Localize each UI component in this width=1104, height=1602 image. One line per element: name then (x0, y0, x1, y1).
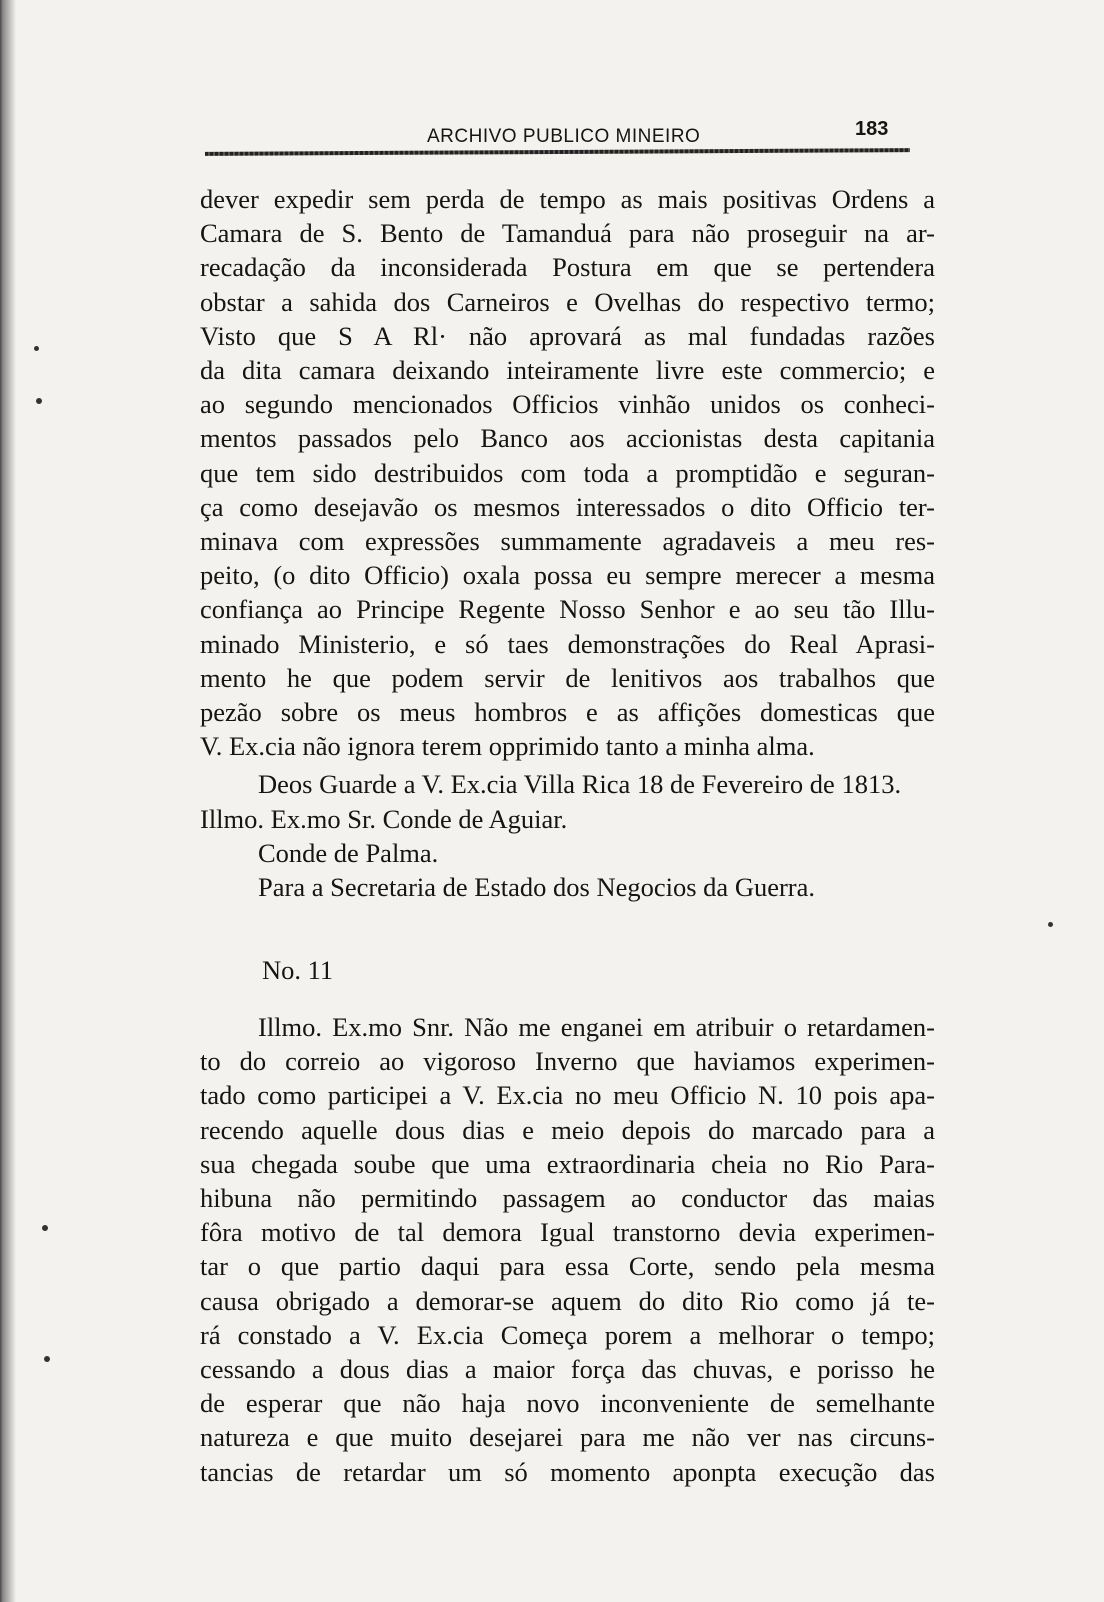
text-line: mentos passados pelo Banco aos accionistas desta capitania (200, 423, 935, 454)
text-line: Camara de S. Bento de Tamanduá para não proseguir na ar- (200, 218, 935, 249)
text-line: peito, (o dito Officio) oxala possa eu sempre merecer a mesma (200, 560, 935, 591)
text-line: minava com expressões summamente agradaveis a meu res- (200, 526, 935, 557)
speck-mark (42, 1225, 48, 1231)
text-line: Illmo. Ex.mo Snr. Não me enganei em atribuir o retardamen- (258, 1012, 935, 1042)
addressee-line: Illmo. Ex.mo Sr. Conde de Aguiar. (200, 803, 568, 834)
text-line: cessando a dous dias a maior força das chuvas, e porisso he (200, 1354, 935, 1385)
text-line: sua chegada soube que uma extraordinaria cheia no Rio Para- (200, 1148, 935, 1179)
signature-line: Conde de Palma. (258, 837, 439, 868)
text-line: que tem sido destribuidos com toda a promptidão e seguran- (200, 457, 935, 488)
speck-mark (36, 398, 42, 404)
header-rule (205, 148, 910, 156)
running-title: ARCHIVO PUBLICO MINEIRO (427, 126, 701, 147)
letter-body-2 (200, 1010, 935, 1489)
text-line: confiança ao Principe Regente Nosso Senhor e ao seu tão Illu- (200, 594, 935, 625)
text-line: pezão sobre os meus hombros e as affições domesticas que (200, 697, 935, 728)
text-line: recadação da inconsiderada Postura em que se pertendera (200, 252, 935, 283)
text-line: minado Ministerio, e só taes demonstrações do Real Aprasi- (200, 628, 935, 659)
binding-edge (0, 0, 16, 1602)
text-line: da dita camara deixando inteiramente livre este commercio; e (200, 355, 935, 386)
section-number: No. 11 (262, 955, 334, 985)
text-line: causa obrigado a demorar-se aquem do dito Rio como já te- (200, 1285, 935, 1316)
letter-body-1 (200, 182, 935, 904)
text-line: recendo aquelle dous dias e meio depois do marcado para a (200, 1114, 935, 1145)
text-line: tancias de retardar um só momento aponpta execução das (200, 1456, 935, 1487)
text-line: de esperar que não haja novo inconveniente de semelhante (200, 1388, 935, 1419)
text-line: to do correio ao vigoroso Inverno que haviamos experimen- (200, 1046, 935, 1077)
page-header (205, 118, 915, 158)
text-line: natureza e que muito desejarei para me não ver nas circuns- (200, 1422, 935, 1453)
text-line: V. Ex.cia não ignora terem opprimido tanto a minha alma. (200, 731, 815, 762)
speck-mark (1048, 922, 1053, 927)
paragraph (200, 1010, 935, 1489)
text-line: ao segundo mencionados Officios vinhão unidos os conheci- (200, 389, 935, 420)
closing-date-line: Deos Guarde a V. Ex.cia Villa Rica 18 de Fevereiro de 1813. (258, 769, 902, 800)
text-line: hibuna não permitindo passagem ao conductor das maias (200, 1183, 935, 1214)
page-number: 183 (855, 118, 889, 140)
closing (200, 767, 935, 904)
text-line: fôra motivo de tal demora Igual transtorno devia experimen- (200, 1217, 935, 1248)
text-line: tar o que partio daqui para essa Corte, sendo pela mesma (200, 1251, 935, 1282)
text-line: ça como desejavão os mesmos interessados o dito Officio ter- (200, 491, 935, 522)
text-line: Visto que S A Rl· não aprovará as mal fundadas razões (200, 320, 935, 351)
text-line: tado como participei a V. Ex.cia no meu Officio N. 10 pois apa- (200, 1080, 935, 1111)
text-line: mento he que podem servir de lenitivos aos trabalhos que (200, 662, 935, 693)
speck-mark (34, 346, 39, 351)
text-line: dever expedir sem perda de tempo as mais positivas Ordens a (200, 184, 935, 214)
paragraph (200, 182, 935, 763)
text-line: obstar a sahida dos Carneiros e Ovelhas do respectivo termo; (200, 286, 935, 317)
speck-mark (44, 1356, 50, 1362)
destination-line: Para a Secretaria de Estado dos Negocios da Guerra. (258, 872, 816, 903)
text-line: rá constado a V. Ex.cia Começa porem a melhorar o tempo; (200, 1319, 935, 1350)
